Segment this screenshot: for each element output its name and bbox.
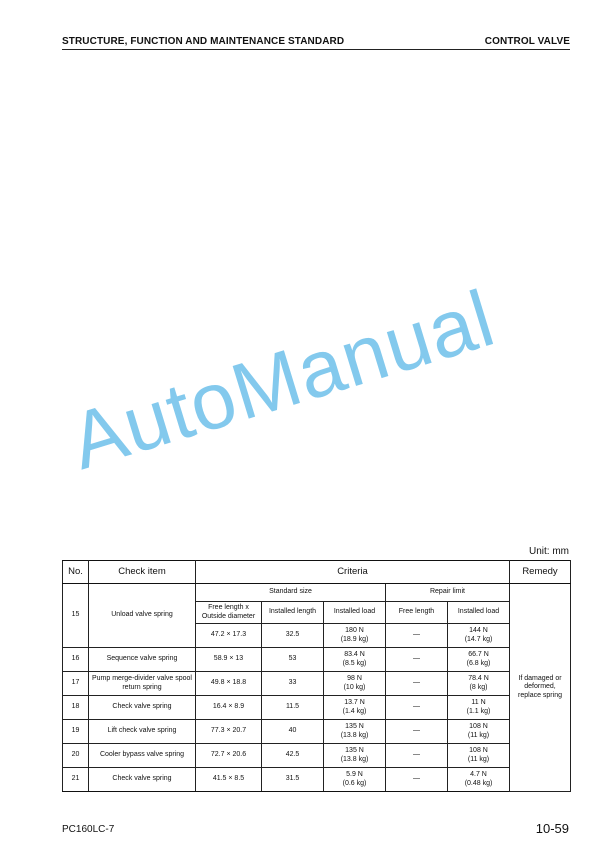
col-criteria-header: Criteria [196, 561, 510, 584]
row-no: 15 [63, 584, 89, 648]
load-kg: (8.5 kg) [342, 659, 367, 667]
load-kg: (0.6 kg) [342, 779, 367, 787]
load-kg: (13.8 kg) [340, 731, 369, 739]
row-item: Unload valve spring [89, 584, 196, 648]
load-newton: 83.4 N [344, 651, 365, 659]
installed-load-cell [324, 648, 386, 672]
watermark: AutoManual [60, 273, 505, 487]
free-length-limit-cell: — [386, 744, 448, 768]
load-newton: 13.7 N [344, 699, 365, 707]
table-row [63, 696, 571, 720]
free-length-limit-cell: — [386, 696, 448, 720]
component-title: CONTROL VALVE [484, 36, 570, 47]
limit-newton: 108 N [469, 723, 488, 731]
installed-load-cell [324, 672, 386, 696]
limit-newton: 144 N [469, 627, 488, 635]
standard-size-header: Standard size [196, 584, 386, 602]
row-item: Lift check valve spring [89, 720, 196, 744]
load-kg: (13.8 kg) [340, 755, 369, 763]
load-limit-cell [448, 720, 510, 744]
installed-length-cell: 33 [262, 672, 324, 696]
page-header [62, 36, 570, 47]
load-limit-cell [448, 672, 510, 696]
row-no: 19 [63, 720, 89, 744]
row-item: Cooler bypass valve spring [89, 744, 196, 768]
criteria-group-row [63, 584, 571, 602]
limit-kg: (6.8 kg) [466, 659, 491, 667]
limit-newton: 11 N [471, 699, 486, 707]
col-item-header: Check item [89, 561, 196, 584]
row-no: 20 [63, 744, 89, 768]
load-kg: (10 kg) [343, 683, 366, 691]
section-title: STRUCTURE, FUNCTION AND MAINTENANCE STANDARD [62, 36, 345, 47]
repair-limit-header: Repair limit [386, 584, 510, 602]
installed-length-cell: 11.5 [262, 696, 324, 720]
load-limit-cell [448, 768, 510, 792]
size-cell: 72.7 × 20.6 [196, 744, 262, 768]
free-length-limit-cell: — [386, 768, 448, 792]
col-no-header: No. [63, 561, 89, 584]
spring-spec-table [62, 560, 571, 792]
limit-newton: 78.4 N [468, 675, 489, 683]
limit-newton: 4.7 N [470, 771, 487, 779]
size-cell: 58.9 × 13 [196, 648, 262, 672]
row-item: Check valve spring [89, 768, 196, 792]
row-item: Sequence valve spring [89, 648, 196, 672]
table-header-row [63, 561, 571, 584]
remedy-cell: If damaged or deformed, replace spring [510, 584, 571, 792]
installed-load-limit-header: Installed load [448, 602, 510, 624]
row-no: 17 [63, 672, 89, 696]
load-newton: 98 N [347, 675, 362, 683]
load-newton: 5.9 N [346, 771, 363, 779]
size-cell: 49.8 × 18.8 [196, 672, 262, 696]
installed-length-cell: 53 [262, 648, 324, 672]
size-cell: 41.5 × 8.5 [196, 768, 262, 792]
row-no: 16 [63, 648, 89, 672]
installed-load-cell [324, 720, 386, 744]
model-number: PC160LC-7 [62, 824, 115, 835]
unit-label: Unit: mm [529, 546, 569, 557]
installed-load-cell [324, 744, 386, 768]
table-row [63, 768, 571, 792]
load-limit-cell [448, 624, 510, 648]
load-limit-cell [448, 648, 510, 672]
load-kg: (1.4 kg) [342, 707, 367, 715]
limit-kg: (11 kg) [467, 755, 490, 763]
load-newton: 180 N [345, 627, 364, 635]
header-rule [62, 49, 570, 50]
limit-kg: (1.1 kg) [466, 707, 491, 715]
load-kg: (18.9 kg) [340, 635, 369, 643]
table-row [63, 672, 571, 696]
row-no: 18 [63, 696, 89, 720]
size-cell: 16.4 × 8.9 [196, 696, 262, 720]
load-limit-cell [448, 744, 510, 768]
installed-load-cell [324, 624, 386, 648]
installed-length-cell: 42.5 [262, 744, 324, 768]
col-remedy-header: Remedy [510, 561, 571, 584]
load-limit-cell [448, 696, 510, 720]
load-newton: 135 N [345, 747, 364, 755]
limit-newton: 108 N [469, 747, 488, 755]
limit-kg: (8 kg) [469, 683, 488, 691]
free-length-limit-cell: — [386, 624, 448, 648]
row-item: Pump merge-divider valve spool return spring [89, 672, 196, 696]
page-number: 10-59 [535, 821, 569, 836]
installed-load-cell [324, 768, 386, 792]
installed-length-header: Installed length [262, 602, 324, 624]
table-row [63, 648, 571, 672]
limit-kg: (0.48 kg) [464, 779, 493, 787]
limit-kg: (11 kg) [467, 731, 490, 739]
installed-load-cell [324, 696, 386, 720]
free-length-limit-cell: — [386, 672, 448, 696]
free-length-header: Free length [386, 602, 448, 624]
installed-length-cell: 32.5 [262, 624, 324, 648]
table-row [63, 744, 571, 768]
load-newton: 135 N [345, 723, 364, 731]
installed-length-cell: 40 [262, 720, 324, 744]
free-length-x-od-header: Free length x Outside diameter [196, 602, 262, 624]
row-item: Check valve spring [89, 696, 196, 720]
limit-kg: (14.7 kg) [464, 635, 493, 643]
table-row [63, 720, 571, 744]
installed-load-header: Installed load [324, 602, 386, 624]
limit-newton: 66.7 N [468, 651, 489, 659]
free-length-limit-cell: — [386, 648, 448, 672]
free-length-limit-cell: — [386, 720, 448, 744]
installed-length-cell: 31.5 [262, 768, 324, 792]
row-no: 21 [63, 768, 89, 792]
size-cell: 47.2 × 17.3 [196, 624, 262, 648]
size-cell: 77.3 × 20.7 [196, 720, 262, 744]
